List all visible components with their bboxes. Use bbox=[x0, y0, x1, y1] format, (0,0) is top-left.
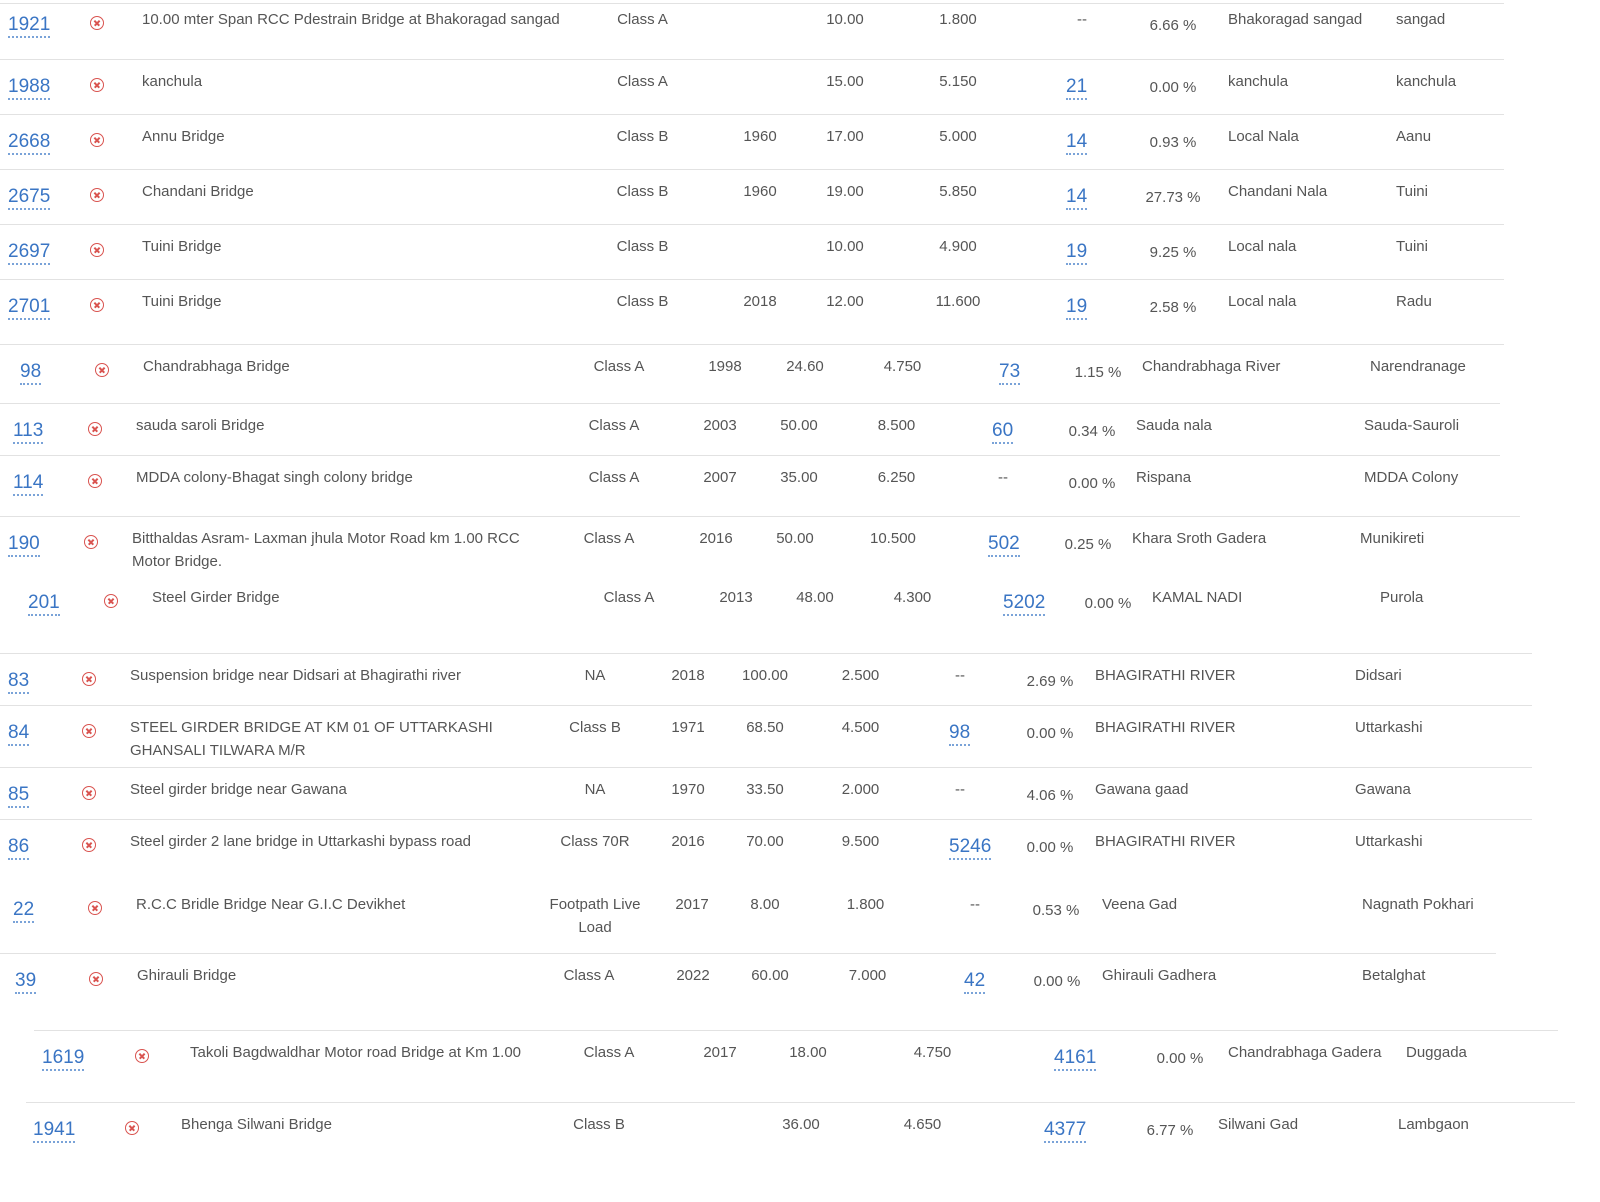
bridge-id-link[interactable]: 113 bbox=[13, 420, 43, 444]
location-name: Sauda-Sauroli bbox=[1364, 417, 1460, 434]
carriageway-width: 8.500 bbox=[877, 417, 916, 434]
reference-link[interactable]: 98 bbox=[949, 722, 970, 746]
carriageway-width: 5.850 bbox=[939, 183, 977, 200]
location-name: Tuini bbox=[1396, 183, 1428, 200]
location-name: Didsari bbox=[1355, 667, 1402, 684]
span-length: 50.00 bbox=[780, 417, 818, 434]
table-row bbox=[0, 403, 1500, 455]
table-row bbox=[34, 1030, 1558, 1102]
bridge-name: 10.00 mter Span RCC Pdestrain Bridge at Bhakoragad sangad bbox=[142, 11, 560, 28]
location-name: Radu bbox=[1396, 293, 1432, 310]
reference-empty: -- bbox=[1077, 11, 1087, 28]
location-name: Purola bbox=[1380, 589, 1424, 606]
span-length: 10.00 bbox=[826, 11, 864, 28]
bridge-id-link[interactable]: 98 bbox=[20, 361, 41, 385]
percentage: 0.00 % bbox=[1033, 973, 1081, 990]
construction-year: 1971 bbox=[671, 719, 705, 736]
carriageway-width: 9.500 bbox=[841, 833, 880, 850]
table-row bbox=[0, 224, 1504, 279]
carriageway-width: 10.500 bbox=[870, 530, 916, 547]
construction-year: 1960 bbox=[743, 128, 777, 145]
river-name: Rispana bbox=[1136, 469, 1192, 486]
location-name: sangad bbox=[1396, 11, 1446, 28]
remove-icon[interactable] bbox=[82, 786, 96, 800]
construction-year: 2007 bbox=[703, 469, 737, 486]
load-class: Footpath Live Load bbox=[549, 896, 641, 936]
remove-icon[interactable] bbox=[90, 243, 104, 257]
river-name: Chandani Nala bbox=[1228, 183, 1328, 200]
span-length: 48.00 bbox=[796, 589, 834, 606]
percentage: 0.00 % bbox=[1149, 79, 1197, 96]
load-class: Class B bbox=[569, 719, 621, 736]
percentage: 0.34 % bbox=[1068, 423, 1116, 440]
bridge-name: kanchula bbox=[142, 73, 203, 90]
percentage: 0.25 % bbox=[1064, 536, 1112, 553]
construction-year: 2018 bbox=[743, 293, 777, 310]
river-name: BHAGIRATHI RIVER bbox=[1095, 719, 1236, 736]
location-name: Duggada bbox=[1406, 1044, 1467, 1061]
carriageway-width: 5.000 bbox=[939, 128, 977, 145]
load-class: Class B bbox=[616, 128, 669, 145]
location-name: Uttarkashi bbox=[1355, 719, 1423, 736]
remove-icon[interactable] bbox=[82, 672, 96, 686]
reference-link[interactable]: 21 bbox=[1066, 76, 1087, 100]
carriageway-width: 4.750 bbox=[883, 358, 922, 375]
remove-icon[interactable] bbox=[125, 1121, 139, 1135]
bridge-name: Chandani Bridge bbox=[142, 183, 254, 200]
load-class: Class A bbox=[583, 1044, 635, 1061]
bridge-name: Bitthaldas Asram- Laxman jhula Motor Road km 1.00 RCC Motor Bridge. bbox=[132, 530, 520, 570]
reference-link[interactable]: 60 bbox=[992, 420, 1013, 444]
remove-icon[interactable] bbox=[90, 16, 104, 30]
bridge-id-link[interactable]: 1941 bbox=[33, 1119, 75, 1143]
river-name: Sauda nala bbox=[1136, 417, 1212, 434]
carriageway-width: 1.800 bbox=[939, 11, 977, 28]
load-class: Class B bbox=[616, 183, 669, 200]
remove-icon[interactable] bbox=[135, 1049, 149, 1063]
river-name: BHAGIRATHI RIVER bbox=[1095, 833, 1236, 850]
location-name: Tuini bbox=[1396, 238, 1428, 255]
percentage: 0.00 % bbox=[1026, 725, 1074, 742]
bridge-name: Bhenga Silwani Bridge bbox=[181, 1116, 332, 1133]
span-length: 12.00 bbox=[826, 293, 864, 310]
span-length: 36.00 bbox=[782, 1116, 820, 1133]
bridge-id-link[interactable]: 84 bbox=[8, 722, 29, 746]
location-name: Narendranage bbox=[1370, 358, 1466, 375]
reference-link[interactable]: 73 bbox=[999, 361, 1020, 385]
reference-empty: -- bbox=[955, 781, 965, 798]
remove-icon[interactable] bbox=[82, 838, 96, 852]
span-length: 50.00 bbox=[776, 530, 814, 547]
reference-link[interactable]: 502 bbox=[988, 533, 1020, 557]
construction-year: 2022 bbox=[676, 967, 710, 984]
bridge-name: Chandrabhaga Bridge bbox=[143, 358, 290, 375]
river-name: Local nala bbox=[1228, 238, 1297, 255]
carriageway-width: 4.650 bbox=[903, 1116, 942, 1133]
table-row bbox=[0, 3, 1504, 59]
table-row bbox=[0, 455, 1500, 516]
load-class: NA bbox=[584, 781, 606, 798]
span-length: 18.00 bbox=[789, 1044, 827, 1061]
table-row bbox=[0, 953, 1496, 1005]
remove-icon[interactable] bbox=[89, 972, 103, 986]
carriageway-width: 4.750 bbox=[913, 1044, 952, 1061]
river-name: Khara Sroth Gadera bbox=[1132, 530, 1267, 547]
load-class: Class A bbox=[583, 530, 635, 547]
percentage: 1.15 % bbox=[1074, 364, 1122, 381]
bridge-name: Steel girder 2 lane bridge in Uttarkashi bypass road bbox=[130, 833, 472, 850]
carriageway-width: 4.300 bbox=[893, 589, 932, 606]
carriageway-width: 4.500 bbox=[841, 719, 880, 736]
bridge-name: Annu Bridge bbox=[142, 128, 225, 145]
bridge-name: Tuini Bridge bbox=[142, 238, 222, 255]
remove-icon[interactable] bbox=[88, 422, 102, 436]
load-class: Class A bbox=[617, 73, 668, 90]
bridge-id-link[interactable]: 2668 bbox=[8, 131, 50, 155]
construction-year: 2003 bbox=[703, 417, 737, 434]
table-row bbox=[0, 114, 1504, 169]
load-class: Class B bbox=[616, 238, 669, 255]
load-class: Class B bbox=[616, 293, 669, 310]
table-row bbox=[0, 819, 1532, 883]
load-class: Class B bbox=[573, 1116, 625, 1133]
reference-link[interactable]: 5246 bbox=[949, 836, 991, 860]
river-name: kanchula bbox=[1228, 73, 1289, 90]
reference-link[interactable]: 19 bbox=[1066, 241, 1087, 265]
construction-year: 2018 bbox=[671, 667, 705, 684]
bridge-name: Suspension bridge near Didsari at Bhagirathi river bbox=[130, 667, 462, 684]
table-row bbox=[0, 883, 1532, 953]
remove-icon[interactable] bbox=[88, 474, 102, 488]
span-length: 8.00 bbox=[750, 896, 780, 913]
remove-icon[interactable] bbox=[88, 901, 102, 915]
carriageway-width: 5.150 bbox=[939, 73, 977, 90]
percentage: 2.69 % bbox=[1026, 673, 1074, 690]
load-class: Class A bbox=[588, 469, 640, 486]
construction-year: 1970 bbox=[671, 781, 705, 798]
bridge-id-link[interactable]: 2697 bbox=[8, 241, 50, 265]
remove-icon[interactable] bbox=[82, 724, 96, 738]
span-length: 33.50 bbox=[746, 781, 784, 798]
table-row bbox=[0, 576, 1520, 653]
bridge-name: Steel Girder Bridge bbox=[152, 589, 280, 606]
carriageway-width: 6.250 bbox=[877, 469, 916, 486]
river-name: Bhakoragad sangad bbox=[1228, 11, 1363, 28]
span-length: 60.00 bbox=[751, 967, 789, 984]
reference-link[interactable]: 19 bbox=[1066, 296, 1087, 320]
load-class: Class A bbox=[588, 417, 640, 434]
reference-empty: -- bbox=[998, 469, 1008, 486]
location-name: Munikireti bbox=[1360, 530, 1425, 547]
percentage: 0.53 % bbox=[1032, 902, 1080, 919]
load-class: Class A bbox=[563, 967, 615, 984]
location-name: Uttarkashi bbox=[1355, 833, 1423, 850]
remove-icon[interactable] bbox=[90, 298, 104, 312]
remove-icon[interactable] bbox=[90, 188, 104, 202]
bridge-name: Steel girder bridge near Gawana bbox=[130, 781, 347, 798]
load-class: Class A bbox=[593, 358, 645, 375]
table-row bbox=[0, 653, 1532, 705]
bridge-id-link[interactable]: 39 bbox=[15, 970, 36, 994]
location-name: kanchula bbox=[1396, 73, 1457, 90]
construction-year: 1998 bbox=[708, 358, 742, 375]
bridge-name: MDDA colony-Bhagat singh colony bridge bbox=[136, 469, 413, 486]
reference-link[interactable]: 14 bbox=[1066, 131, 1087, 155]
river-name: Local nala bbox=[1228, 293, 1297, 310]
percentage: 6.66 % bbox=[1149, 17, 1197, 34]
percentage: 6.77 % bbox=[1146, 1122, 1194, 1139]
river-name: Ghirauli Gadhera bbox=[1102, 967, 1217, 984]
table-row bbox=[26, 1102, 1575, 1172]
carriageway-width: 1.800 bbox=[846, 896, 885, 913]
remove-icon[interactable] bbox=[90, 78, 104, 92]
span-length: 10.00 bbox=[826, 238, 864, 255]
table-row bbox=[0, 705, 1532, 767]
percentage: 27.73 % bbox=[1145, 189, 1201, 206]
load-class: Class 70R bbox=[560, 833, 630, 850]
reference-link[interactable]: 5202 bbox=[1003, 592, 1045, 616]
bridge-id-link[interactable]: 1619 bbox=[42, 1047, 84, 1071]
percentage: 2.58 % bbox=[1149, 299, 1197, 316]
location-name: Gawana bbox=[1355, 781, 1411, 798]
load-class: Class A bbox=[617, 11, 668, 28]
table-row bbox=[0, 59, 1504, 114]
load-class: Class A bbox=[603, 589, 655, 606]
location-name: Lambgaon bbox=[1398, 1116, 1469, 1133]
bridge-id-link[interactable]: 83 bbox=[8, 670, 29, 694]
river-name: Chandrabhaga Gadera bbox=[1228, 1044, 1382, 1061]
carriageway-width: 11.600 bbox=[935, 293, 981, 310]
percentage: 0.00 % bbox=[1084, 595, 1132, 612]
span-length: 70.00 bbox=[746, 833, 784, 850]
percentage: 4.06 % bbox=[1026, 787, 1074, 804]
bridge-id-link[interactable]: 86 bbox=[8, 836, 29, 860]
span-length: 15.00 bbox=[826, 73, 864, 90]
percentage: 0.00 % bbox=[1156, 1050, 1204, 1067]
span-length: 68.50 bbox=[746, 719, 784, 736]
river-name: Veena Gad bbox=[1102, 896, 1178, 913]
river-name: KAMAL NADI bbox=[1152, 589, 1243, 606]
location-name: Aanu bbox=[1396, 128, 1432, 145]
river-name: Chandrabhaga River bbox=[1142, 358, 1281, 375]
reference-link[interactable]: 4377 bbox=[1044, 1119, 1086, 1143]
table-row bbox=[0, 279, 1504, 344]
table-row bbox=[0, 169, 1504, 224]
carriageway-width: 2.500 bbox=[841, 667, 880, 684]
bridge-id-link[interactable]: 201 bbox=[28, 592, 60, 616]
river-name: BHAGIRATHI RIVER bbox=[1095, 667, 1236, 684]
construction-year: 2013 bbox=[719, 589, 753, 606]
percentage: 9.25 % bbox=[1149, 244, 1197, 261]
reference-link[interactable]: 4161 bbox=[1054, 1047, 1096, 1071]
river-name: Local Nala bbox=[1228, 128, 1299, 145]
location-name: Nagnath Pokhari bbox=[1362, 896, 1474, 913]
span-length: 35.00 bbox=[780, 469, 818, 486]
river-name: Silwani Gad bbox=[1218, 1116, 1299, 1133]
table-row bbox=[0, 344, 1504, 403]
reference-empty: -- bbox=[955, 667, 965, 684]
reference-link[interactable]: 14 bbox=[1066, 186, 1087, 210]
construction-year: 2016 bbox=[699, 530, 733, 547]
construction-year: 1960 bbox=[743, 183, 777, 200]
remove-icon[interactable] bbox=[90, 133, 104, 147]
carriageway-width: 4.900 bbox=[939, 238, 977, 255]
location-name: MDDA Colony bbox=[1364, 469, 1459, 486]
bridge-id-link[interactable]: 2701 bbox=[8, 296, 50, 320]
bridge-name: sauda saroli Bridge bbox=[136, 417, 265, 434]
bridge-name: Ghirauli Bridge bbox=[137, 967, 237, 984]
reference-empty: -- bbox=[970, 896, 980, 913]
table-row bbox=[0, 767, 1532, 819]
reference-link[interactable]: 42 bbox=[964, 970, 985, 994]
bridge-name: STEEL GIRDER BRIDGE AT KM 01 OF UTTARKASHI GHANSALI TILWARA M/R bbox=[130, 719, 493, 759]
bridge-id-link[interactable]: 2675 bbox=[8, 186, 50, 210]
percentage: 0.93 % bbox=[1149, 134, 1197, 151]
bridge-id-link[interactable]: 1921 bbox=[8, 14, 50, 38]
bridge-id-link[interactable]: 1988 bbox=[8, 76, 50, 100]
bridge-name: Takoli Bagdwaldhar Motor road Bridge at Km 1.00 bbox=[190, 1044, 522, 1061]
bridge-name: Tuini Bridge bbox=[142, 293, 222, 310]
carriageway-width: 2.000 bbox=[841, 781, 880, 798]
remove-icon[interactable] bbox=[104, 594, 118, 608]
percentage: 0.00 % bbox=[1068, 475, 1116, 492]
percentage: 0.00 % bbox=[1026, 839, 1074, 856]
remove-icon[interactable] bbox=[95, 363, 109, 377]
bridge-id-link[interactable]: 85 bbox=[8, 784, 29, 808]
carriageway-width: 7.000 bbox=[848, 967, 887, 984]
location-name: Betalghat bbox=[1362, 967, 1426, 984]
remove-icon[interactable] bbox=[84, 535, 98, 549]
construction-year: 2017 bbox=[703, 1044, 737, 1061]
load-class: NA bbox=[584, 667, 606, 684]
span-length: 100.00 bbox=[742, 667, 788, 684]
span-length: 24.60 bbox=[786, 358, 824, 375]
construction-year: 2017 bbox=[675, 896, 709, 913]
construction-year: 2016 bbox=[671, 833, 705, 850]
river-name: Gawana gaad bbox=[1095, 781, 1189, 798]
span-length: 19.00 bbox=[826, 183, 864, 200]
span-length: 17.00 bbox=[826, 128, 864, 145]
bridge-name: R.C.C Bridle Bridge Near G.I.C Devikhet bbox=[136, 896, 406, 913]
bridge-id-link[interactable]: 190 bbox=[8, 533, 40, 557]
table-row bbox=[0, 516, 1520, 576]
bridge-id-link[interactable]: 114 bbox=[13, 472, 43, 496]
bridge-id-link[interactable]: 22 bbox=[13, 899, 34, 923]
